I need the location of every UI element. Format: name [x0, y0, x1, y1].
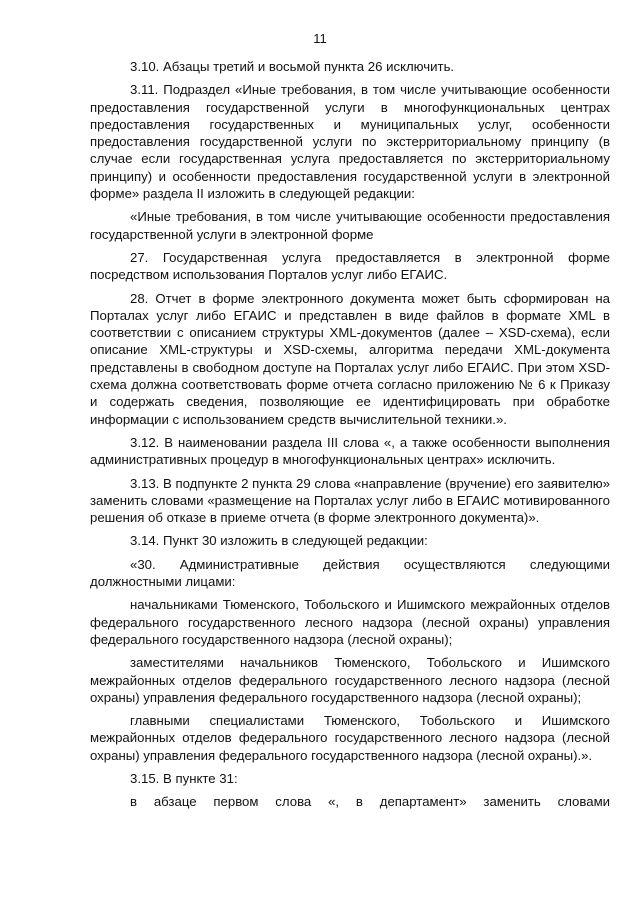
paragraph-chiefs: начальниками Тюменского, Тобольского и Ишимского межрайонных отделов федерального государственного лесного надзора (лесной охраны) управления федерального государственного надзора (лесной охраны); — [90, 597, 610, 647]
paragraph-specialists: главными специалистами Тюменского, Тобольского и Ишимского межрайонных отделов федерального государственного лесного надзора (лесной охраны) управления федерального государственного надзора (лесной охраны).». — [90, 713, 610, 763]
document-body — [90, 58, 610, 817]
paragraph-30: «30. Административные действия осуществляются следующими должностными лицами: — [90, 556, 610, 590]
paragraph-3-11: 3.11. Подраздел «Иные требования, в том числе учитывающие особенности предоставления государственной услуги в многофункциональных центрах предоставления государственных и муниципальных услуг, особенности предоставления государственной услуги по экстерриториальному принципу (в случае если государственная услуга предоставляется по экстерриториальному принципу) и особенности предоставления государственной услуги в электронной форме» раздела II изложить в следующей редакции: — [90, 82, 610, 202]
paragraph-3-15: 3.15. В пункте 31: — [130, 770, 238, 786]
paragraph-deputies: заместителями начальников Тюменского, Тобольского и Ишимского межрайонных отделов федерального государственного лесного надзора (лесной охраны) управления федерального государственного надзора (лесной охраны); — [90, 655, 610, 705]
paragraph-27: 27. Государственная услуга предоставляется в электронной форме посредством использования Порталов услуг либо ЕГАИС. — [90, 249, 610, 283]
paragraph-first-abzac: в абзаце первом слова «, в департамент» заменить словами — [130, 794, 610, 810]
paragraph-3-14: 3.14. Пункт 30 изложить в следующей редакции: — [130, 533, 428, 549]
paragraph-28: 28. Отчет в форме электронного документа может быть сформирован на Порталах услуг либо ЕГАИС и представлен в виде файлов в формате XML в соответствии с описанием структуры XML-документов (далее – XSD-схема), если описание XML-структуры и XSD-схемы, алгоритма передачи XML-документа представлены в свободном доступе на Порталах услуг либо ЕГАИС. При этом XSD-схема должна соответствовать форме отчета согласно приложению № 6 к Приказу и содержать сведения, позволяющие ее идентифицировать при обработке информации с использованием средств вычислительной техники.». — [90, 290, 610, 427]
paragraph-3-13: 3.13. В подпункте 2 пункта 29 слова «направление (вручение) его заявителю» заменить словами «размещение на Порталах услуг либо в ЕГАИС мотивированного решения об отказе в приеме отчета (в форме электронного документа)». — [90, 475, 610, 526]
paragraph-3-10: 3.10. Абзацы третий и восьмой пункта 26 исключить. — [130, 59, 455, 74]
page-number: 11 — [313, 31, 327, 46]
paragraph-3-12: 3.12. В наименовании раздела III слова «, а также особенности выполнения административных процедур в многофункциональных центрах» исключить. — [90, 434, 610, 468]
paragraph-quoted-heading: «Иные требования, в том числе учитывающие особенности предоставления государственной услуги в электронной форме — [90, 209, 610, 242]
